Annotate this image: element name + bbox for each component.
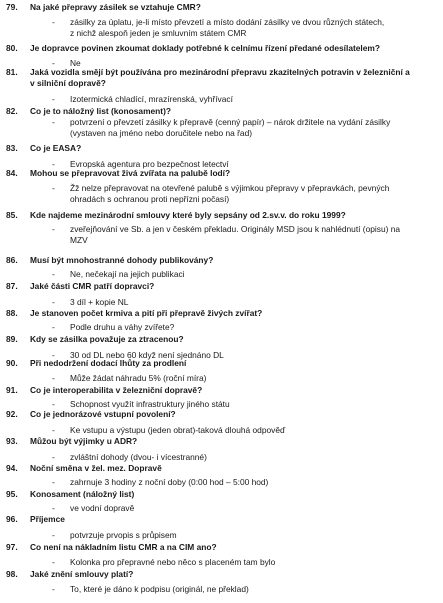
answer-line: ve vodní dopravě	[70, 503, 135, 513]
question-text	[30, 334, 435, 345]
answer-text	[70, 557, 438, 568]
answer-line: Kolonka pro přepravné nebo něco s placeném tam bylo	[70, 557, 276, 567]
question-line: Co není na nákladním listu CMR a na CIM ano?	[30, 542, 217, 552]
question-text	[30, 43, 435, 54]
question-text	[30, 210, 435, 221]
question-number: 86.	[6, 255, 18, 265]
question-line: v silniční dopravě?	[30, 78, 106, 88]
question-line: Kdy se zásilka považuje za ztracenou?	[30, 334, 184, 344]
answer-text	[70, 17, 438, 39]
question-line: Kde najdeme mezinárodní smlouvy které byly sepsány od 2.sv.v. do roku 1999?	[30, 210, 346, 220]
bullet-dash: -	[52, 159, 55, 169]
answer-line: Může žádat náhradu 5% (roční míra)	[70, 373, 207, 383]
answer-line: zveřejňování ve Sb. a jen v českém překladu. Originály MSD jsou k nahlédnutí (opisu) na	[70, 224, 401, 234]
question-line: Je stanoven počet krmiva a pití při přepravě živých zvířat?	[30, 308, 263, 318]
answer-line: MZV	[70, 235, 88, 245]
answer-text	[70, 322, 438, 333]
answer-line: Ne, nečekají na jejich publikaci	[70, 269, 185, 279]
answer-text	[70, 297, 438, 308]
bullet-dash: -	[52, 350, 55, 360]
question-line: Na jaké přepravy zásilek se vztahuje CMR?	[30, 2, 201, 12]
answer-line: (vystaven na jméno nebo doručitele nebo na řad)	[70, 128, 253, 138]
question-line: Jaké znění smlouvy platí?	[30, 569, 134, 579]
answer-line: Ke vstupu a výstupu (jeden obrat)-taková dlouhá odpověď	[70, 425, 286, 435]
question-number: 82.	[6, 106, 18, 116]
question-text	[30, 67, 435, 89]
question-text	[30, 143, 435, 154]
question-number: 95.	[6, 489, 18, 499]
bullet-dash: -	[52, 399, 55, 409]
answer-line: Schopnost využít infrastruktury jiného státu	[70, 399, 230, 409]
answer-line: z nichž alespoň jeden je smluvním státem CMR	[70, 28, 247, 38]
answer-text	[70, 452, 438, 463]
question-text	[30, 542, 435, 553]
answer-line: potvrzení o převzetí zásilky k přepravě (cenný papír) – nárok držitele na vydání zásilky	[70, 117, 391, 127]
question-line: Při nedodržení dodací lhůty za prodlení	[30, 358, 187, 368]
bullet-dash: -	[52, 584, 55, 594]
answer-text	[70, 503, 438, 514]
answer-line: Ne	[70, 58, 81, 68]
answer-line: ohradách s ochranou proti nepřízni počasí)	[70, 194, 230, 204]
answer-line: zvláštní dohody (dvou- i vícestranné)	[70, 452, 207, 462]
question-text	[30, 308, 435, 319]
bullet-dash: -	[52, 322, 55, 332]
question-line: Co je to náložný list (konosament)?	[30, 106, 171, 116]
answer-text	[70, 584, 438, 595]
question-text	[30, 106, 435, 117]
question-text	[30, 569, 435, 580]
question-line: Jaké části CMR patří dopravci?	[30, 281, 155, 291]
question-line: Noční směna v žel. mez. Dopravě	[30, 463, 162, 473]
question-line: Konosament (náložný list)	[30, 489, 135, 499]
question-text	[30, 358, 435, 369]
question-number: 90.	[6, 358, 18, 368]
question-number: 80.	[6, 43, 18, 53]
answer-line: 30 od DL nebo 60 když není sjednáno DL	[70, 350, 224, 360]
question-text	[30, 255, 435, 266]
question-line: Můžou být výjimky u ADR?	[30, 436, 138, 446]
answer-line: Podle druhu a váhy zvířete?	[70, 322, 175, 332]
answer-text	[70, 269, 438, 280]
question-text	[30, 489, 435, 500]
question-text	[30, 385, 435, 396]
bullet-dash: -	[52, 183, 55, 193]
bullet-dash: -	[52, 530, 55, 540]
bullet-dash: -	[52, 557, 55, 567]
bullet-dash: -	[52, 224, 55, 234]
bullet-dash: -	[52, 269, 55, 279]
answer-line: To, které je dáno k podpisu (originál, ne překlad)	[70, 584, 249, 594]
answer-line: 3 díl + kopie NL	[70, 297, 129, 307]
bullet-dash: -	[52, 17, 55, 27]
question-line: Co je jednorázové vstupní povolení?	[30, 409, 176, 419]
question-number: 98.	[6, 569, 18, 579]
question-number: 79.	[6, 2, 18, 12]
question-number: 83.	[6, 143, 18, 153]
question-line: Co je interoperabilita v železniční dopravě?	[30, 385, 203, 395]
bullet-dash: -	[52, 503, 55, 513]
question-number: 91.	[6, 385, 18, 395]
question-number: 96.	[6, 514, 18, 524]
question-line: Mohou se přepravovat živá zvířata na palubě lodí?	[30, 168, 231, 178]
question-number: 85.	[6, 210, 18, 220]
answer-line: Žž nelze přepravovat na otevřené palubě s výjimkou přepravy v přepravkách, pevných	[70, 183, 390, 193]
answer-text	[70, 94, 438, 105]
question-number: 94.	[6, 463, 18, 473]
bullet-dash: -	[52, 58, 55, 68]
question-text	[30, 281, 435, 292]
question-line: Je dopravce povinen zkoumat doklady potřebné k celnímu řízení předané odesílatelem?	[30, 43, 380, 53]
question-number: 87.	[6, 281, 18, 291]
question-line: Co je EASA?	[30, 143, 82, 153]
answer-text	[70, 530, 438, 541]
question-number: 89.	[6, 334, 18, 344]
question-number: 97.	[6, 542, 18, 552]
question-number: 84.	[6, 168, 18, 178]
answer-line: potvrzuje prvopis s průpisem	[70, 530, 177, 540]
question-line: Musí být mnohostranné dohody publikovány?	[30, 255, 214, 265]
bullet-dash: -	[52, 94, 55, 104]
answer-text	[70, 183, 438, 205]
question-text	[30, 463, 435, 474]
question-text	[30, 436, 435, 447]
question-text	[30, 168, 435, 179]
bullet-dash: -	[52, 425, 55, 435]
question-text	[30, 514, 435, 525]
answer-text	[70, 224, 438, 246]
answer-text	[70, 477, 438, 488]
question-line: Jaká vozidla smějí být používána pro mezinárodní přepravu zkazitelných potravin v železniční a	[30, 67, 410, 77]
question-number: 93.	[6, 436, 18, 446]
bullet-dash: -	[52, 373, 55, 383]
answer-line: Evropská agentura pro bezpečnost letectví	[70, 159, 229, 169]
answer-text	[70, 373, 438, 384]
question-line: Příjemce	[30, 514, 65, 524]
bullet-dash: -	[52, 297, 55, 307]
bullet-dash: -	[52, 452, 55, 462]
bullet-dash: -	[52, 477, 55, 487]
answer-text	[70, 425, 438, 436]
answer-text	[70, 117, 438, 139]
question-text	[30, 2, 435, 13]
question-number: 88.	[6, 308, 18, 318]
answer-line: zahrnuje 3 hodiny z noční doby (0:00 hod – 5:00 hod)	[70, 477, 269, 487]
answer-line: zásilky za úplatu, je-li místo převzetí a místo dodání zásilky ve dvou různých státech,	[70, 17, 385, 27]
answer-line: Izotermická chladící, mrazírenská, vyhřívací	[70, 94, 233, 104]
question-number: 81.	[6, 67, 18, 77]
question-text	[30, 409, 435, 420]
question-number: 92.	[6, 409, 18, 419]
bullet-dash: -	[52, 117, 55, 127]
